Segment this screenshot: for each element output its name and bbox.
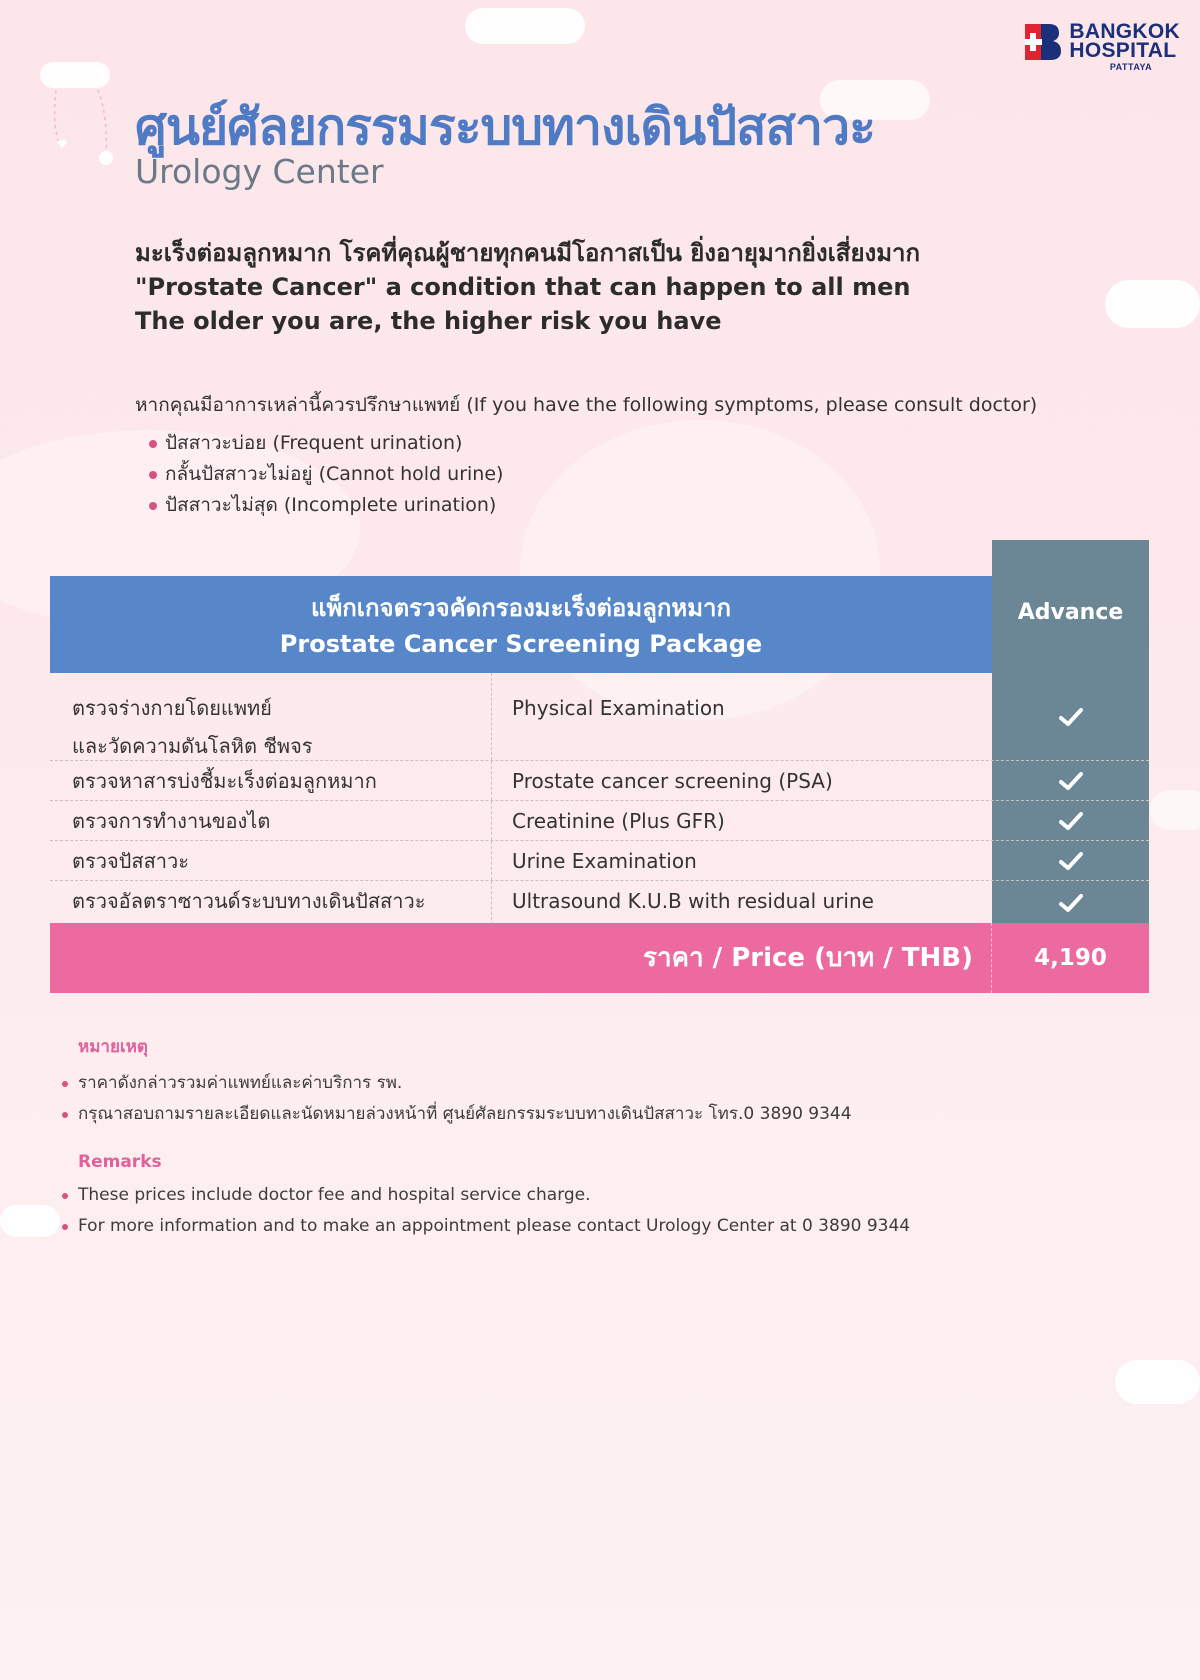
table-row bbox=[50, 881, 1149, 925]
page-title-thai: ศูนย์ศัลยกรรมระบบทางเดินปัสสาวะ bbox=[135, 98, 875, 156]
heart-icon bbox=[58, 140, 67, 148]
price-value: 4,190 bbox=[1034, 945, 1107, 971]
headline-line: "Prostate Cancer" a condition that can happen to all men bbox=[135, 273, 911, 301]
row-english-label: Ultrasound K.U.B with residual urine bbox=[512, 889, 874, 913]
headline-line: The older you are, the higher risk you have bbox=[135, 307, 722, 335]
remarks-english bbox=[62, 1152, 910, 1242]
package-table bbox=[50, 673, 1149, 925]
check-icon bbox=[992, 841, 1149, 880]
hospital-logo[interactable] bbox=[1025, 22, 1180, 60]
symptoms-list bbox=[135, 428, 1037, 521]
logo-text-line2: HOSPITAL bbox=[1069, 39, 1177, 62]
price-label: ราคา / Price (บาท / THB) bbox=[50, 923, 992, 993]
row-english-label: Prostate cancer screening (PSA) bbox=[512, 768, 833, 793]
table-row bbox=[50, 673, 1149, 761]
logo-text-line1: BANGKOK bbox=[1069, 20, 1180, 43]
price-bar bbox=[50, 923, 1149, 993]
check-icon bbox=[992, 801, 1149, 840]
symptoms-intro: หากคุณมีอาการเหล่านี้ควรปรึกษาแพทย์ (If you have the following symptoms, please consult doctor) bbox=[135, 394, 1038, 416]
cloud-decoration bbox=[1150, 790, 1200, 830]
remarks-thai bbox=[62, 1033, 852, 1130]
remarks-english-heading: Remarks bbox=[78, 1152, 162, 1172]
row-thai-label: ตรวจหาสารบ่งชี้มะเร็งต่อมลูกหมาก bbox=[50, 761, 492, 800]
remark-item[interactable]: For more information and to make an appointment please contact Urology Center at 0 3890 9344 bbox=[62, 1211, 910, 1242]
symptom-item: ปัสสาวะบ่อย (Frequent urination) bbox=[149, 428, 1037, 459]
page-title-english: Urology Center bbox=[135, 152, 384, 191]
row-thai-text: ตรวจร่างกายโดยแพทย์ bbox=[72, 696, 272, 720]
cloud-decoration bbox=[40, 62, 110, 88]
table-row bbox=[50, 761, 1149, 801]
cloud-decoration bbox=[1115, 1360, 1200, 1404]
package-header bbox=[50, 576, 992, 673]
row-thai-label: ตรวจอัลตราซาวนด์ระบบทางเดินปัสสาวะ bbox=[50, 881, 492, 925]
remark-item: ราคาดังกล่าวรวมค่าแพทย์และค่าบริการ รพ. bbox=[62, 1068, 852, 1099]
headline-line: มะเร็งต่อมลูกหมาก โรคที่คุณผู้ชายทุกคนมีโอกาสเป็น ยิ่งอายุมากยิ่งเสี่ยงมาก bbox=[135, 239, 921, 267]
row-thai-label: ตรวจปัสสาวะ bbox=[50, 841, 492, 880]
symptoms-section bbox=[135, 390, 1037, 521]
cloud-decoration bbox=[1105, 280, 1200, 328]
check-icon bbox=[992, 761, 1149, 800]
string-decoration bbox=[48, 86, 118, 176]
cloud-decoration bbox=[0, 1205, 60, 1237]
row-english-label: Creatinine (Plus GFR) bbox=[512, 808, 725, 833]
row-english-label bbox=[492, 673, 992, 760]
hospital-logo-icon bbox=[1025, 24, 1061, 60]
package-title-thai: แพ็กเกจตรวจคัดกรองมะเร็งต่อมลูกหมาก bbox=[310, 594, 732, 622]
package-title-english: Prostate Cancer Screening Package bbox=[279, 630, 763, 658]
symptom-item: กลั้นปัสสาวะไม่อยู่ (Cannot hold urine) bbox=[149, 459, 1037, 490]
row-thai-text: และวัดความดันโลหิต ชีพจร bbox=[72, 734, 313, 758]
cloud-decoration bbox=[465, 8, 585, 44]
row-thai-label: ตรวจการทำงานของไต bbox=[50, 801, 492, 840]
remark-item: กรุณาสอบถามรายละเอียดและนัดหมายล่วงหน้าที่ ศูนย์ศัลยกรรมระบบทางเดินปัสสาวะ โทร.0 3890 9344 bbox=[62, 1099, 852, 1130]
symptom-item: ปัสสาวะไม่สุด (Incomplete urination) bbox=[149, 490, 1037, 521]
row-english-text: Physical Examination bbox=[512, 696, 725, 720]
check-icon bbox=[992, 673, 1149, 760]
row-thai-label bbox=[50, 673, 492, 760]
advance-tier-label: Advance bbox=[1017, 600, 1124, 625]
row-english-label: Urine Examination bbox=[512, 848, 697, 873]
logo-text-location: PATTAYA bbox=[1109, 62, 1153, 72]
headline bbox=[135, 236, 920, 338]
remark-item: These prices include doctor fee and hospital service charge. bbox=[62, 1180, 910, 1211]
table-row bbox=[50, 841, 1149, 881]
table-row bbox=[50, 801, 1149, 841]
check-icon bbox=[992, 881, 1149, 925]
remarks-thai-heading: หมายเหตุ bbox=[78, 1037, 148, 1057]
